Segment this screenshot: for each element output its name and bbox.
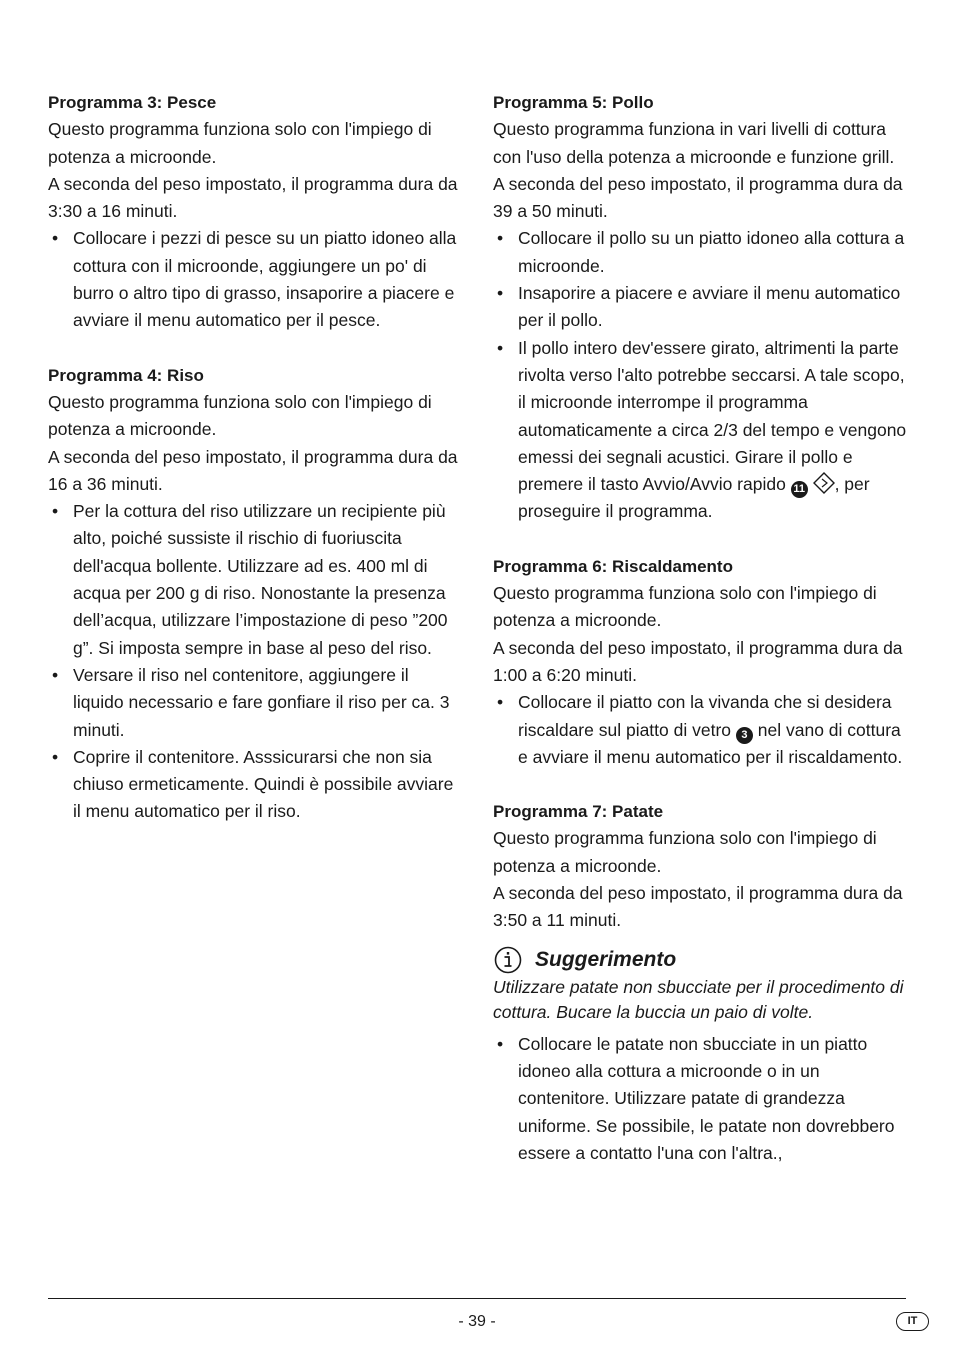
section-heading: Programma 6: Riscaldamento [493, 556, 733, 576]
paragraph: A seconda del peso impostato, il programma dura da 1:00 a 6:20 minuti. [493, 637, 903, 685]
paragraph: Questo programma funziona solo con l'impiego di potenza a microonde. [48, 119, 432, 167]
list-item: • Versare il riso nel contenitore, aggiungere il liquido necessario e fare gonfiare il riso per ca. 3 minuti. [48, 662, 460, 744]
list-item: • Coprire il contenitore. Asssicurarsi che non sia chiuso ermeticamente. Quindi è possibile avviare il menu automatico per il riso. [48, 744, 460, 826]
paragraph: A seconda del peso impostato, il programma dura da 3:30 a 16 minuti. [48, 173, 458, 222]
tip-header [493, 945, 911, 975]
bullet-list [493, 225, 911, 525]
reference-number-badge: 11 [791, 481, 808, 498]
list-item-text: Collocare il piatto con la vivanda che si desidera riscaldare sul piatto di vetro [518, 692, 892, 740]
section-heading: Programma 7: Patate [493, 802, 664, 822]
paragraph: Questo programma funziona solo con l'impiego di potenza a microonde. [493, 828, 877, 876]
paragraph: A seconda del peso impostato, il programma dura da 16 a 36 minuti. [48, 446, 458, 494]
left-column [48, 89, 460, 853]
bullet-list [48, 498, 460, 826]
section-programma-3 [48, 89, 460, 335]
paragraph: Questo programma funziona solo con l'impiego di potenza a microonde. [493, 583, 877, 631]
section-programma-5 [493, 89, 911, 526]
list-item [493, 689, 911, 771]
reference-number-badge: 3 [736, 727, 753, 744]
tip-text: Utilizzare patate non sbucciate per il procedimento di cottura. Bucare la buccia un paio di volte. [493, 976, 904, 1022]
tip-title: Suggerimento [535, 947, 677, 971]
bullet-list [493, 689, 911, 771]
paragraph: A seconda del peso impostato, il programma dura da 39 a 50 minuti. [493, 173, 903, 222]
language-badge: IT [896, 1312, 929, 1331]
paragraph: A seconda del peso impostato, il programma dura da 3:50 a 11 minuti. [493, 883, 903, 931]
info-icon [493, 945, 523, 975]
list-item: • Insaporire a piacere e avviare il menu automatico per il pollo. [493, 280, 911, 335]
right-column [493, 89, 911, 1167]
start-button-diamond-icon [813, 472, 835, 494]
section-heading: Programma 3: Pesce [48, 93, 217, 112]
section-programma-6 [493, 553, 911, 771]
list-item [493, 335, 911, 526]
list-item-tail: , per proseguire il programma. [518, 474, 870, 522]
section-heading: Programma 5: Pollo [493, 93, 654, 112]
section-heading: Programma 4: Riso [48, 365, 204, 385]
list-item: • Collocare il pollo su un piatto idoneo alla cottura a microonde. [493, 225, 911, 280]
bullet-list [493, 1031, 911, 1167]
page-number: - 39 - [458, 1313, 496, 1330]
list-item: • Per la cottura del riso utilizzare un recipiente più alto, poiché sussiste il rischio di fuoriuscita dell'acqua bollente. Utilizzare ad es. 400 ml di acqua per 200 g di riso. Nonostante la presenza dell’acqua, utilizzare l’impostazione di peso ”200 g”. Si imposta sempre in base al peso del riso. [48, 498, 460, 662]
bullet-list [48, 225, 460, 334]
footer-divider [48, 1298, 906, 1299]
section-programma-4 [48, 362, 460, 826]
list-item: • Collocare i pezzi di pesce su un piatto idoneo alla cottura con il microonde, aggiungere un po' di burro o altro tipo di grasso, insaporire a piacere e avviare il menu automatico per il pesce. [48, 225, 460, 334]
paragraph: Questo programma funziona in vari livelli di cottura con l'uso della potenza a microonde e funzione grill. [493, 119, 895, 167]
section-programma-7 [493, 798, 911, 934]
list-item-tail: nel vano di cottura e avviare il menu automatico per il riscaldamento. [518, 719, 903, 767]
paragraph: Questo programma funziona solo con l'impiego di potenza a microonde. [48, 391, 432, 440]
tip-box [493, 945, 911, 1167]
list-item-text: Il pollo intero dev'essere girato, altrimenti la parte rivolta verso l'alto potrebbe seccarsi. A tale scopo, il microonde interrompe il programma automaticamente a circa 2/3 del tempo e vengono emessi dei segnali acustici. Girare il pollo e premere il tasto Avvio/Avvio rapido [518, 337, 907, 495]
list-item: • Collocare le patate non sbucciate in un piatto idoneo alla cottura a microonde o in un contenitore. Utilizzare patate di grandezza uniforme. Se possibile, le patate non dovrebbero essere a contatto l'una con l'altra., [493, 1031, 911, 1167]
